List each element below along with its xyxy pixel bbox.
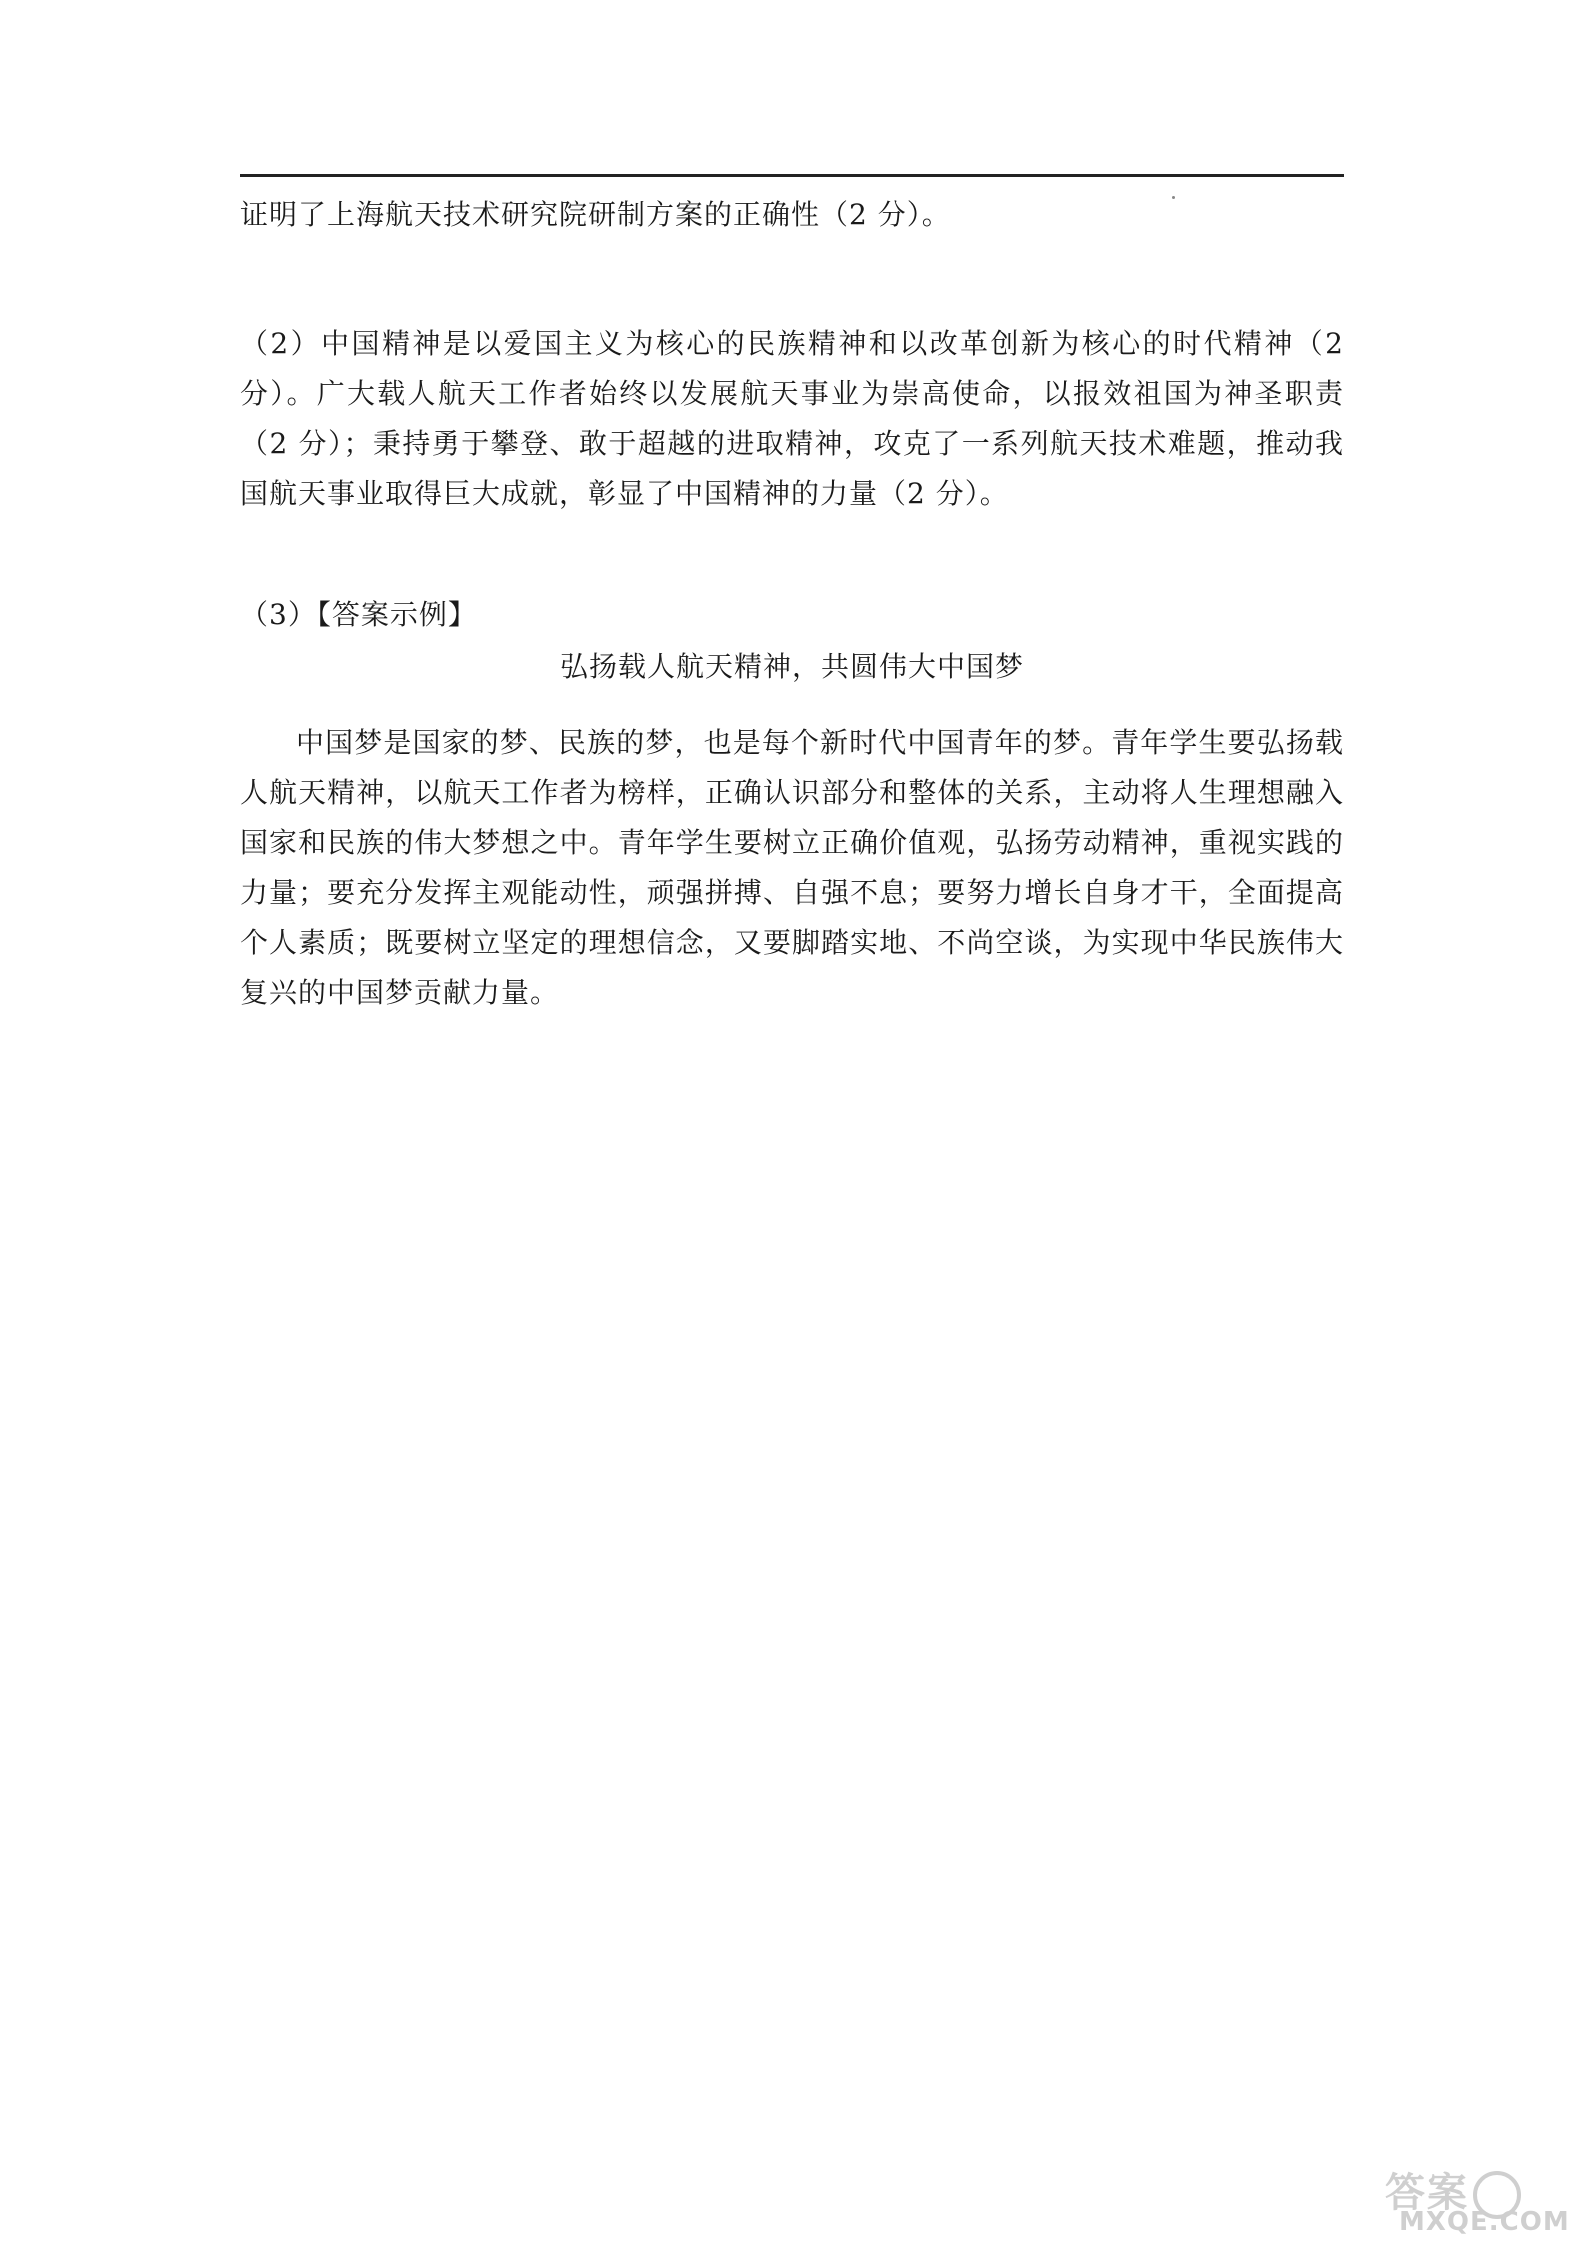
part-3-label [240, 590, 1344, 640]
essay-title: 弘扬载人航天精神，共圆伟大中国梦 [559, 650, 1024, 683]
answer-paragraph-1-text: 证明了上海航天技术研究院研制方案的正确性（2 分）。 [240, 198, 951, 231]
essay-body-text: 中国梦是国家的梦、民族的梦，也是每个新时代中国青年的梦。青年学生要弘扬载人航天精神，以航天工作者为榜样，正确认识部分和整体的关系，主动将人生理想融入国家和民族的伟大梦想之中。青年学生要树立正确价值观，弘扬劳动精神，重视实践的力量；要充分发挥主观能动性，顽强拼搏、自强不息；要努力增长自身才干，全面提高个人素质；既要树立坚定的理想信念，又要脚踏实地、不尚空谈，为实现中华民族伟大复兴的中国梦贡献力量。 [240, 726, 1344, 1009]
watermark-logo [1379, 2161, 1569, 2239]
answer-paragraph-2 [240, 319, 1344, 519]
answer-paragraph-1 [240, 190, 1344, 240]
watermark-logo-label: 答案 [1385, 2170, 1469, 2216]
header-rule [240, 174, 1344, 177]
essay-body [240, 718, 1344, 1018]
answer-paragraph-2-text: （2）中国精神是以爱国主义为核心的民族精神和以改革创新为核心的时代精神（2 分）。广大载人航天工作者始终以发展航天事业为崇高使命，以报效祖国为神圣职责（2 分）；秉持勇于攀登、敢于超越的进取精神，攻克了一系列航天技术难题，推动我国航天事业取得巨大成就，彰显了中国精神的力量（2 分）。 [240, 327, 1344, 510]
part-3-label-text: （3）【答案示例】 [240, 598, 477, 631]
watermark-url: MXQE.COM [1399, 2207, 1570, 2237]
